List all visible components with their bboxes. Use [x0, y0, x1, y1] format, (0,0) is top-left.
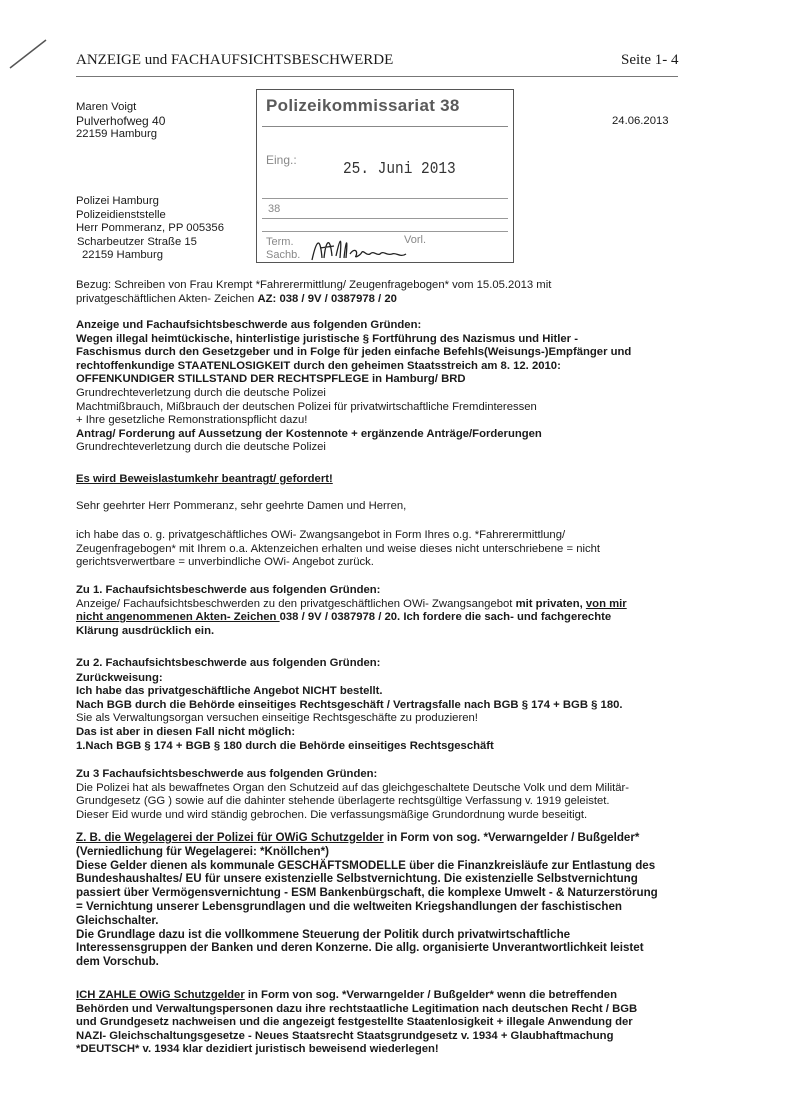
salutation: Sehr geehrter Herr Pommeranz, sehr geehrte Damen und Herren, — [76, 500, 407, 512]
intro-line: Grundrechteverletzung durch die deutsche Polizei — [76, 386, 326, 399]
section-text: Interessensgruppen der Banken und deren Konzerne. Die allg. organisierte Unverantwortlichkeit leistet — [76, 941, 644, 955]
intro-line: rechtoffenkundige STAATENLOSIGKEIT durch den geheimen Staatsstreich am 8. 12. 2010: — [76, 359, 561, 372]
section-1 — [76, 584, 627, 638]
section-text: Behörden und Verwaltungspersonen dazu ihre rechtstaatliche Legitimation nach deutschen Recht / BGB — [76, 1002, 638, 1015]
sender-name: Maren Voigt — [76, 101, 137, 113]
section-text: Gleichschalter. — [76, 913, 159, 927]
header-rule — [76, 76, 678, 77]
intro-line: Anzeige und Fachaufsichtsbeschwerde aus folgenden Gründen: — [76, 319, 422, 331]
paragraph-rejection — [76, 529, 600, 570]
section-text: und Grundgesetz nachweisen und die angezeigt festgestellte Staatenlosigkeit + illegale Anwendung der — [76, 1016, 633, 1029]
letter-date: 24.06.2013 — [612, 115, 669, 127]
stamp-received-date: 25. Juni 2013 — [343, 160, 456, 179]
recipient-address — [76, 195, 224, 263]
recipient-line: Polizeidienststelle — [76, 208, 166, 221]
intro-line: Grundrechteverletzung durch die deutsche Polizei — [76, 441, 326, 454]
section-text: = Vernichtung unserer Lebensgrundlagen und die weltweiten Kriegshandlungen der faschistischen — [76, 899, 622, 913]
stamp-rule-2 — [262, 198, 508, 199]
intro-line: Wegen illegal heimtückische, hinterlistige juristische § Fortführung des Nazismus und Hitler - — [76, 332, 578, 345]
stamp-rule-3 — [262, 218, 508, 219]
scan-mark — [6, 36, 50, 72]
section-text: Die Polizei hat als bewaffnetes Organ den Schutzeid auf das gleichgeschaltete Deutsche Volk und dem Militär- — [76, 781, 630, 794]
recipient-line: Scharbeutzer Straße 15 — [77, 235, 197, 248]
section-heading: Zu 1. Fachaufsichtsbeschwerde aus folgenden Gründen: — [76, 584, 381, 596]
reference-line: Bezug: Schreiben von Frau Krempt *Fahrerermittlung/ Zeugenfragebogen* vom 15.05.2013 mit — [76, 279, 552, 291]
complaint-intro — [76, 319, 631, 455]
section-examples — [76, 831, 658, 969]
section-text: 038 / 9V / 0387978 / 20. — [279, 611, 404, 624]
intro-line: + Ihre gesetzliche Remonstrationspflicht dazu! — [76, 414, 308, 427]
section-text: Grundgesetz (GG ) sowie auf die dahinter stehende überlagerte rechtsgültige Verfassung v. 1919 geleistet. — [76, 795, 610, 808]
section-text: NAZI- Gleichschaltungsgesetze - Neues Staatsrecht Staatsgrundgesetz v. 1934 + Glaubhaftmachung — [76, 1029, 614, 1042]
page-number: Seite 1- 4 — [621, 52, 679, 68]
section-text: Nach BGB durch die Behörde einseitiges Rechtsgeschäft / Vertragsfalle nach BGB § 174 + BGB § 180. — [76, 698, 623, 711]
burden-of-proof-demand: Es wird Beweislastumkehr beantragt/ gefordert! — [76, 473, 333, 485]
recipient-line: Herr Pommeranz, PP 005356 — [76, 222, 224, 235]
document-title: ANZEIGE und FACHAUFSICHTSBESCHWERDE — [76, 52, 394, 68]
section-text: Sie als Verwaltungsorgan versuchen einseitige Rechtsgeschäfte zu produzieren! — [76, 712, 478, 725]
stamp-sachb-label: Sachb. — [266, 249, 301, 261]
stamp-code: 38 — [268, 203, 281, 215]
section-2 — [76, 657, 623, 753]
recipient-line: Polizei Hamburg — [76, 195, 159, 207]
section-text: Ich habe das privatgeschäftliche Angebot NICHT bestellt. — [76, 685, 383, 698]
paragraph-line: Zeugenfragebogen* mit Ihrem o.a. Aktenzeichen erhalten und weise dieses nicht unterschriebene = nicht — [76, 542, 601, 555]
stamp-office: Polizeikommissariat 38 — [266, 96, 460, 115]
stamp-eing-label: Eing.: — [266, 153, 297, 167]
sender-street: Pulverhofweg 40 — [76, 113, 166, 128]
section-3 — [76, 768, 629, 822]
section-text: mit privaten, — [515, 597, 586, 610]
paragraph-line: gerichtsverwertbare = unverbindliche OWi- Angebot zurück. — [76, 556, 374, 569]
sender-city: 22159 Hamburg — [76, 128, 158, 141]
section-text: nicht angenommenen Akten- Zeichen — [76, 611, 280, 624]
section-text: Das ist aber in diesen Fall nicht möglich: — [76, 725, 296, 738]
stamp-vorl-label: Vorl. — [404, 234, 427, 246]
section-text: Diese Gelder dienen als kommunale GESCHÄFTSMODELLE über die Finanzkreisläufe zur Entlastung des — [76, 858, 656, 872]
intro-line: Antrag/ Forderung auf Aussetzung der Kostennote + ergänzende Anträge/Forderungen — [76, 427, 542, 440]
section-text: (Verniedlichung für Wegelagerei: *Knöllchen*) — [76, 844, 329, 858]
section-text: ICH ZAHLE OWiG Schutzgelder — [76, 989, 245, 1001]
section-text: Zurückweisung: — [76, 671, 163, 684]
section-text: Z. B. die Wegelagerei der Polizei für OWiG Schutzgelder — [76, 831, 384, 844]
reference-block — [76, 279, 551, 306]
section-text: Bundeshaushaltes/ EU für unsere existenzielle Selbstvernichtung. Die existenzielle Selbstvernichtung — [76, 872, 638, 886]
stamp-term-label: Term. — [266, 236, 294, 248]
sender-address — [76, 101, 165, 142]
section-text: von mir — [585, 597, 627, 610]
recipient-line: 22159 Hamburg — [82, 249, 164, 262]
section-heading: Zu 2. Fachaufsichtsbeschwerde aus folgenden Gründen: — [76, 657, 381, 669]
reference-text: privatgeschäftlichen Akten- Zeichen — [76, 292, 258, 305]
section-text: Klärung ausdrücklich ein. — [76, 624, 215, 637]
section-text: dem Vorschub. — [76, 955, 159, 969]
section-text: Dieser Eid wurde und wird ständig gebrochen. Die verfassungsmäßige Grundordnung wurde beseitigt. — [76, 808, 588, 821]
section-payment-condition — [76, 989, 637, 1057]
section-text: in Form von sog. *Verwarngelder / Bußgelder* — [383, 831, 640, 844]
section-text: Ich fordere die sach- und fachgerechte — [403, 611, 612, 624]
section-text: in Form von sog. *Verwarngelder / Bußgelder* wenn die betreffenden — [244, 989, 617, 1001]
section-text: *DEUTSCH* v. 1934 klar dezidiert juristisch beweisend wiederlegen! — [76, 1043, 439, 1056]
reference-file-number: AZ: 038 / 9V / 0387978 / 20 — [257, 292, 397, 305]
paragraph-line: ich habe das o. g. privatgeschäftliches OWi- Zwangsangebot in Form Ihres o.g. *Fahrerermittlung/ — [76, 529, 566, 541]
section-text: passiert über Vermögensvernichtung - ESM Bankenbürgschaft, die komplexe Umwelt - & Naturzerstörung — [76, 886, 658, 900]
stamp-rule — [262, 126, 508, 127]
intro-line: Machtmißbrauch, Mißbrauch der deutschen Polizei für privatwirtschaftliche Fremdinteressen — [76, 400, 537, 413]
intro-line: Faschismus durch den Gesetzgeber und in Folge für jeden einfache Befehls(Weisungs-)Empfänger und — [76, 346, 632, 359]
section-text: Anzeige/ Fachaufsichtsbeschwerden zu den privatgeschäftlichen OWi- Zwangsangebot — [76, 597, 516, 610]
section-heading: Zu 3 Fachaufsichtsbeschwerde aus folgenden Gründen: — [76, 768, 378, 780]
section-text: Die Grundlage dazu ist die vollkommene Steuerung der Politik durch privatwirtschaftliche — [76, 927, 571, 941]
signature — [306, 228, 418, 268]
reference-line — [76, 293, 551, 307]
intro-line: OFFENKUNDIGER STILLSTAND DER RECHTSPFLEGE in Hamburg/ BRD — [76, 373, 466, 386]
section-text: 1.Nach BGB § 174 + BGB § 180 durch die Behörde einseitiges Rechtsgeschäft — [76, 739, 494, 752]
